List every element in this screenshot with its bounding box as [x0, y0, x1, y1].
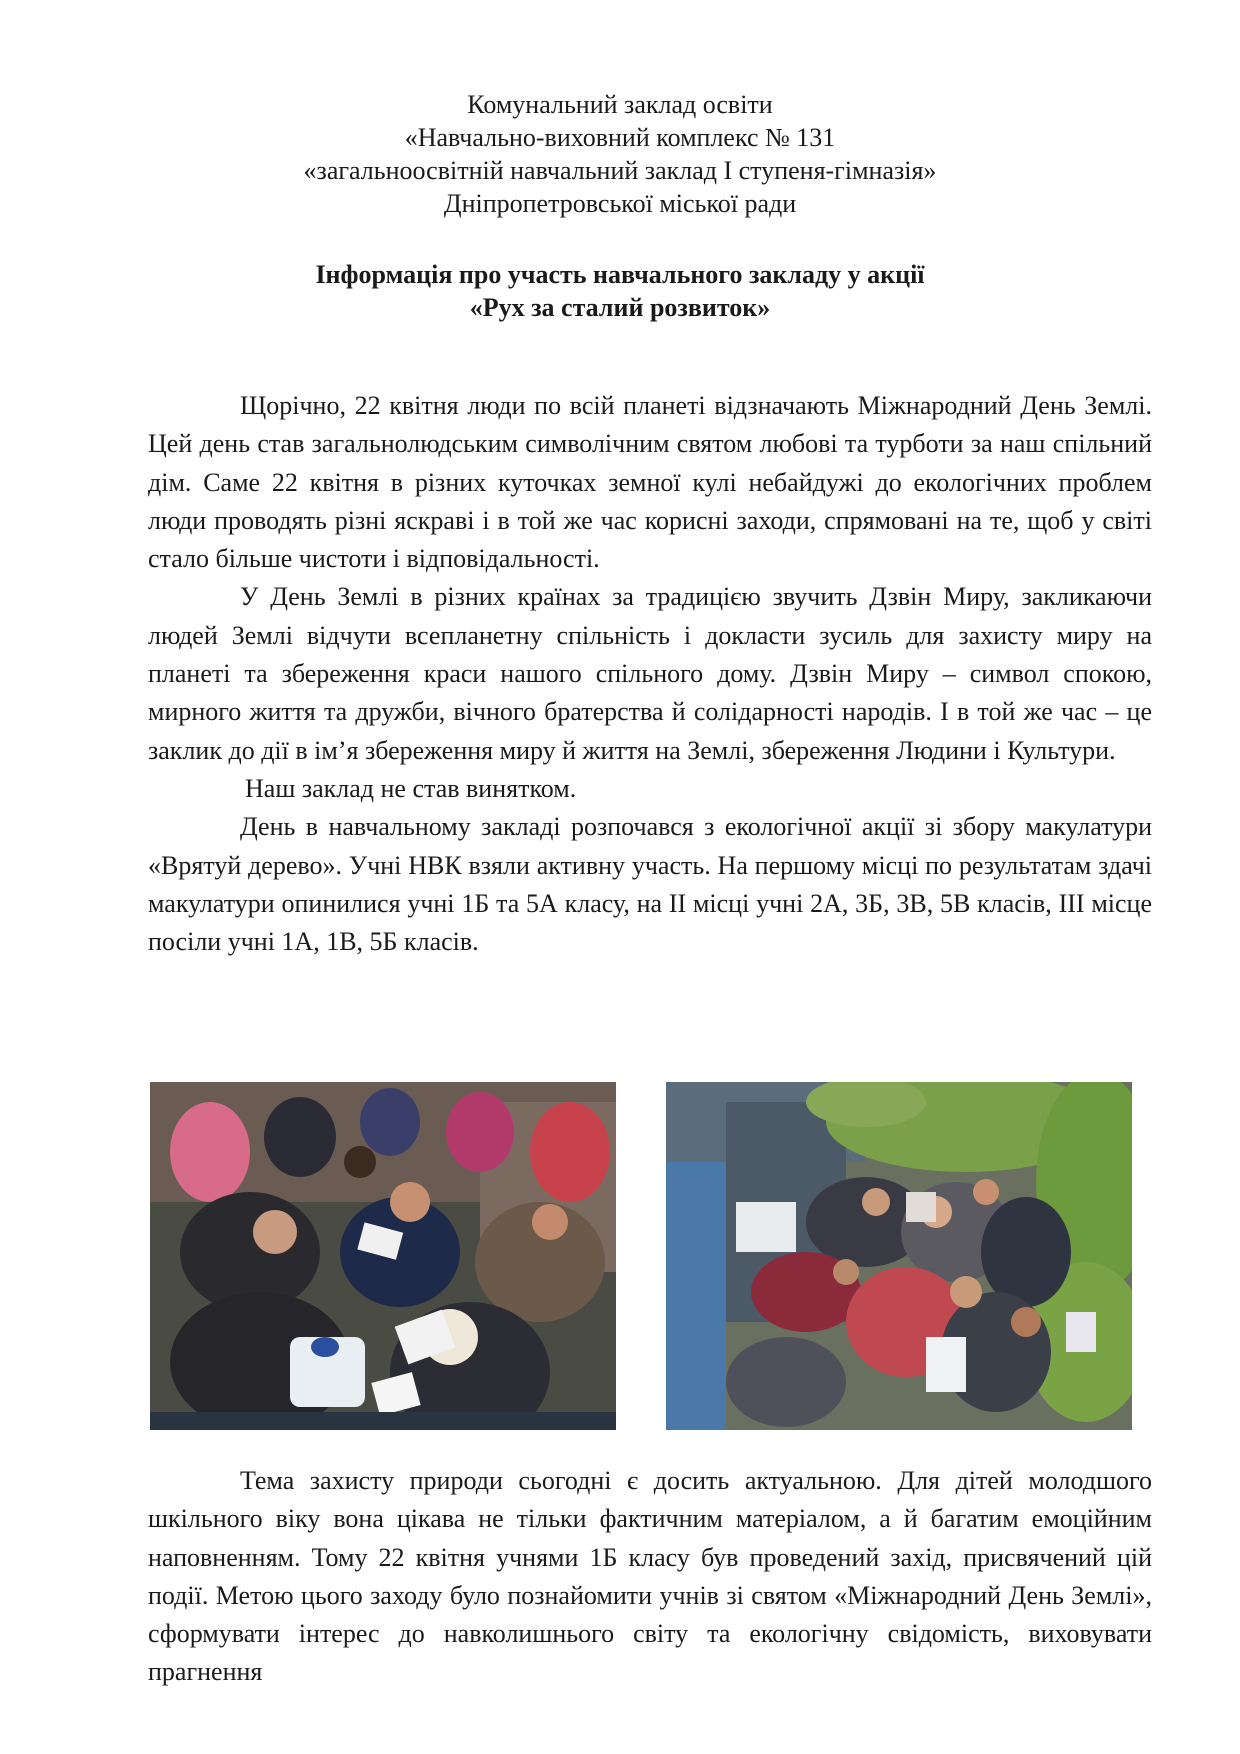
- paragraph-no-exception: Наш заклад не став винятком.: [245, 773, 577, 803]
- paragraph-nature-protection: Тема захисту природи сьогодні є досить актуальною. Для дітей молодшого шкільного віку вона цікава не тільки фактичним матеріалом, а й багатим емоційним наповненням. Тому 22 квітня учнями 1Б класу був проведений захід, присвячений цій події. Метою цього заходу було познайомити учнів зі святом «Міжнародний День Землі», сформувати інтерес до навколишнього світу та екологічну свідомість, виховувати прагнення: [148, 1466, 1152, 1687]
- document-title: [0, 258, 1240, 324]
- bottom-text: [148, 1462, 1152, 1692]
- photo-paper-collection-crowd: [150, 1082, 616, 1430]
- paragraph-peace-bell: У День Землі в різних країнах за традицією звучить Дзвін Миру, закликаючи людей Землі відчути всепланетну спільність і докласти зусиль для захисту миру на планеті та збереження краси нашого спільного дому. Дзвін Миру – символ спокою, мирного життя та дружби, вічного братерства й солідарності народів. І в той же час – це заклик до дії в ім’я збереження миру й життя на Землі, збереження Людини і Культури.: [148, 582, 1152, 765]
- header-line-4: Дніпропетровської міської ради: [443, 189, 797, 218]
- intro-text: [148, 387, 1152, 961]
- paragraph-paper-collection: День в навчальному закладі розпочався з екологічної акції зі збору макулатури «Врятуй дерево». Учні НВК взяли активну участь. На першому місці по результатам здачі макулатури опинилися учні 1Б та 5А класу, на ІІ місці учні 2А, 3Б, 3В, 5В класів, ІІІ місце посіли учні 1А, 1В, 5Б класів.: [148, 812, 1152, 957]
- institution-header: [0, 88, 1240, 220]
- header-line-1: Комунальний заклад освіти: [467, 90, 773, 119]
- title-line-2: «Рух за сталий розвиток»: [469, 293, 771, 322]
- header-line-3: «загальноосвітній навчальний заклад І ступеня-гімназія»: [303, 156, 937, 185]
- title-line-1: Інформація про участь навчального закладу у акції: [315, 260, 925, 289]
- header-line-2: «Навчально-виховний комплекс № 131: [404, 123, 836, 152]
- paragraph-earth-day: Щорічно, 22 квітня люди по всій планеті відзначають Міжнародний День Землі. Цей день став загальнолюдським символічним святом любові та турботи за наш спільний дім. Саме 22 квітня в різних куточках земної кулі небайдужі до екологічних проблем люди проводять різні яскраві і в той же час корисні заходи, спрямовані на те, щоб у світі стало більше чистоти і відповідальності.: [148, 391, 1152, 574]
- photo-row: [150, 1082, 1140, 1430]
- photo-paper-loading-truck: [666, 1082, 1132, 1430]
